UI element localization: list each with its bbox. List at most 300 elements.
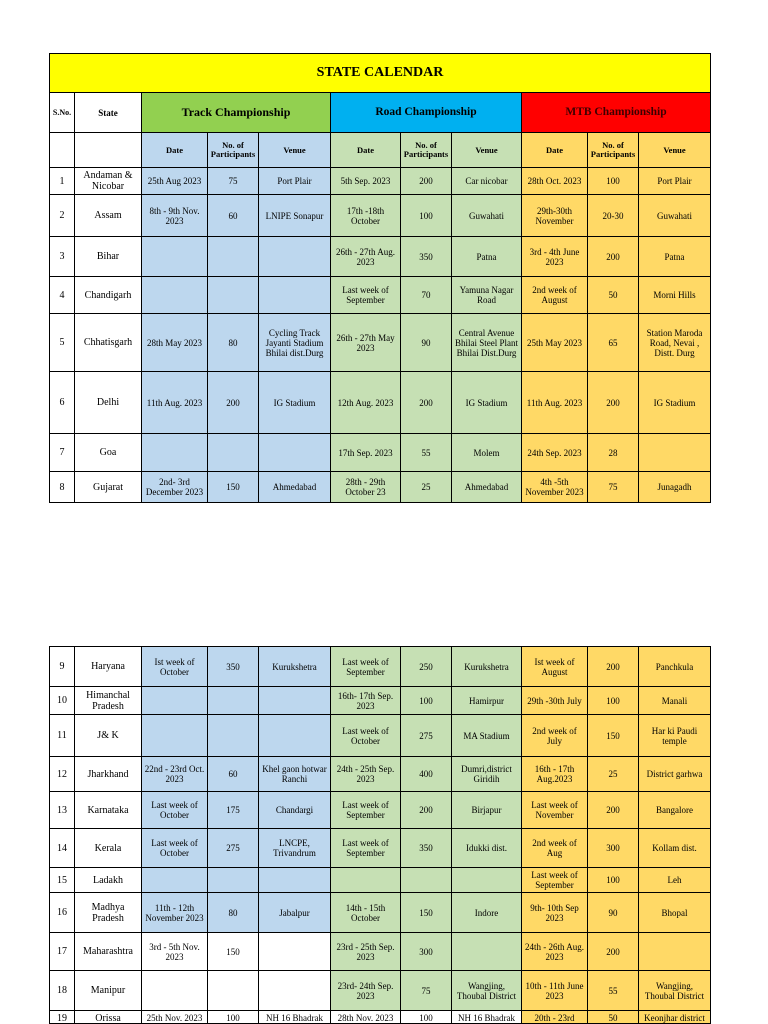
- mtb-participants-text: 200: [606, 805, 620, 815]
- track-date-cell: [142, 1011, 208, 1024]
- mtb-participants-cell: [588, 237, 639, 277]
- road-date-cell: [331, 472, 401, 503]
- road-venue-cell: [452, 829, 522, 868]
- mtb-date-text: 16th - 17th Aug.2023: [534, 764, 575, 784]
- mtb-participants-text: 100: [606, 695, 620, 706]
- state-text: Orissa: [95, 1013, 121, 1023]
- track-date-header: Date: [142, 133, 208, 168]
- road-venue-text: MA Stadium: [463, 730, 510, 741]
- mtb-participants-text: 90: [608, 907, 618, 918]
- sno-text: 8: [59, 481, 65, 493]
- road-participants-cell: [401, 687, 452, 715]
- state-text: Gujarat: [93, 481, 123, 493]
- column-header-row: [50, 133, 711, 168]
- calendar-row: [50, 715, 711, 757]
- track-date-text: Last week of October: [151, 838, 198, 858]
- mtb-venue-cell: [639, 195, 711, 237]
- track-participants-cell: [208, 472, 259, 503]
- calendar-title: STATE CALENDAR: [50, 54, 711, 93]
- state-text: Maharashtra: [83, 946, 133, 957]
- track-date-cell: [142, 277, 208, 314]
- mtb-date-cell: [522, 792, 588, 829]
- mtb-participants-text: 200: [606, 251, 620, 262]
- road-venue-cell: [452, 168, 522, 195]
- road-venue-text: Car nicobar: [465, 176, 508, 186]
- state-header: State: [75, 93, 142, 133]
- state-cell: [75, 893, 142, 933]
- road-participants-cell: [401, 1011, 452, 1024]
- track-date-cell: [142, 829, 208, 868]
- track-date-text: 2nd- 3rd December 2023: [145, 477, 204, 497]
- track-participants-text: 175: [226, 805, 240, 815]
- road-date-cell: [331, 647, 401, 687]
- mtb-participants-cell: [588, 195, 639, 237]
- track-participants-cell: [208, 829, 259, 868]
- calendar-table-part-2: [49, 646, 711, 1024]
- calendar-row: [50, 971, 711, 1011]
- mtb-venue-cell: [639, 1011, 711, 1024]
- track-date-text: 22nd - 23rd Oct. 2023: [144, 764, 205, 784]
- road-venue-text: Wangjing, Thoubal District: [456, 980, 517, 1001]
- road-participants-cell: [401, 277, 452, 314]
- sno-cell: [50, 868, 75, 893]
- mtb-venue-text: Morni Hills: [653, 290, 696, 300]
- road-date-text: 28th - 29th October 23: [345, 477, 386, 497]
- road-venue-cell: [452, 933, 522, 971]
- mtb-participants-cell: [588, 792, 639, 829]
- track-venue-cell: [259, 893, 331, 933]
- road-date-cell: [331, 792, 401, 829]
- mtb-participants-text: 200: [606, 946, 620, 957]
- track-venue-cell: [259, 237, 331, 277]
- road-venue-cell: [452, 715, 522, 757]
- road-date-text: 12th Aug. 2023: [337, 397, 394, 408]
- track-venue-cell: [259, 195, 331, 237]
- road-venue-text: Patna: [476, 251, 497, 262]
- mtb-venue-text: Manali: [661, 695, 688, 706]
- road-participants-text: 300: [419, 946, 433, 957]
- mtb-venue-header: Venue: [639, 133, 711, 168]
- track-date-cell: [142, 893, 208, 933]
- road-date-cell: [331, 237, 401, 277]
- mtb-participants-text: 200: [606, 397, 620, 408]
- state-cell: [75, 1011, 142, 1024]
- track-participants-cell: [208, 971, 259, 1011]
- track-participants-cell: [208, 687, 259, 715]
- mtb-championship-header: MTB Championship: [522, 93, 711, 133]
- calendar-row: [50, 314, 711, 372]
- state-calendar-table: [49, 53, 711, 503]
- track-participants-cell: [208, 868, 259, 893]
- mtb-venue-cell: [639, 868, 711, 893]
- track-participants-text: 275: [226, 843, 240, 853]
- mtb-participants-cell: [588, 757, 639, 792]
- track-date-text: 28th May 2023: [147, 337, 202, 348]
- track-participants-text: 150: [226, 946, 240, 957]
- track-venue-cell: [259, 792, 331, 829]
- road-participants-text: 75: [421, 985, 431, 996]
- mtb-date-cell: [522, 314, 588, 372]
- road-participants-cell: [401, 195, 452, 237]
- sno-cell: [50, 472, 75, 503]
- track-venue-cell: [259, 314, 331, 372]
- mtb-participants-cell: [588, 434, 639, 472]
- sno-cell: [50, 933, 75, 971]
- mtb-participants-header: No. of Participants: [588, 133, 639, 168]
- track-participants-cell: [208, 757, 259, 792]
- calendar-row: [50, 1011, 711, 1024]
- track-participants-cell: [208, 434, 259, 472]
- calendar-row: [50, 434, 711, 472]
- mtb-date-header: Date: [522, 133, 588, 168]
- mtb-venue-cell: [639, 687, 711, 715]
- sno-cell: [50, 715, 75, 757]
- road-venue-text: Hamirpur: [469, 695, 504, 706]
- track-participants-cell: [208, 647, 259, 687]
- calendar-row: [50, 829, 711, 868]
- mtb-venue-cell: [639, 434, 711, 472]
- sno-text: 14: [57, 842, 67, 854]
- track-venue-text: Chandargi: [275, 805, 314, 815]
- track-venue-header: Venue: [259, 133, 331, 168]
- mtb-venue-text: Kollam dist.: [652, 843, 697, 853]
- sno-cell: [50, 792, 75, 829]
- state-cell: [75, 195, 142, 237]
- state-text: Jharkhand: [87, 768, 129, 780]
- road-venue-cell: [452, 971, 522, 1011]
- mtb-date-text: 11th Aug. 2023: [526, 397, 583, 408]
- sno-cell: [50, 757, 75, 792]
- mtb-venue-text: Guwahati: [657, 210, 692, 221]
- track-participants-cell: [208, 195, 259, 237]
- mtb-venue-text: Junagadh: [657, 482, 692, 492]
- road-date-text: 23rd - 25th Sep. 2023: [336, 941, 395, 962]
- road-championship-header: Road Championship: [331, 93, 522, 133]
- mtb-participants-text: 50: [608, 1013, 618, 1023]
- road-venue-cell: [452, 792, 522, 829]
- road-date-text: 28th Nov. 2023: [337, 1013, 394, 1023]
- state-cell: [75, 829, 142, 868]
- track-venue-cell: [259, 472, 331, 503]
- track-date-cell: [142, 372, 208, 434]
- track-date-cell: [142, 434, 208, 472]
- mtb-date-text: 2nd week of Aug: [532, 838, 577, 858]
- state-cell: [75, 314, 142, 372]
- track-date-cell: [142, 868, 208, 893]
- mtb-date-cell: [522, 168, 588, 195]
- sno-text: 15: [57, 874, 67, 886]
- road-venue-cell: [452, 687, 522, 715]
- road-date-header: Date: [331, 133, 401, 168]
- sno-text: 13: [57, 804, 67, 816]
- road-date-text: Last week of September: [342, 656, 389, 677]
- road-date-cell: [331, 434, 401, 472]
- road-venue-cell: [452, 277, 522, 314]
- mtb-venue-text: Bangalore: [656, 805, 693, 815]
- sno-cell: [50, 372, 75, 434]
- road-date-text: 17th -18th October: [346, 205, 385, 226]
- track-date-cell: [142, 933, 208, 971]
- calendar-row: [50, 647, 711, 687]
- sno-cell: [50, 647, 75, 687]
- mtb-participants-text: 200: [606, 661, 620, 672]
- road-participants-text: 25: [421, 482, 431, 492]
- state-text: Haryana: [91, 661, 125, 672]
- road-participants-cell: [401, 893, 452, 933]
- road-participants-text: 200: [419, 805, 433, 815]
- track-participants-text: 60: [228, 769, 238, 779]
- road-date-cell: [331, 933, 401, 971]
- road-date-text: Last week of September: [342, 838, 389, 858]
- table-body: [50, 647, 711, 1024]
- track-date-cell: [142, 314, 208, 372]
- road-venue-cell: [452, 372, 522, 434]
- calendar-row: [50, 868, 711, 893]
- track-participants-cell: [208, 168, 259, 195]
- road-venue-header: Venue: [452, 133, 522, 168]
- mtb-venue-text: Keonjhar district: [644, 1013, 705, 1023]
- track-venue-text: LNIPE Sonapur: [265, 210, 324, 221]
- mtb-date-text: 28th Oct. 2023: [527, 176, 582, 186]
- mtb-venue-cell: [639, 757, 711, 792]
- championship-header-row: [50, 93, 711, 133]
- track-venue-text: NH 16 Bhadrak: [266, 1013, 323, 1023]
- mtb-venue-cell: [639, 829, 711, 868]
- mtb-date-cell: [522, 195, 588, 237]
- track-venue-cell: [259, 434, 331, 472]
- calendar-row: [50, 687, 711, 715]
- mtb-date-cell: [522, 715, 588, 757]
- track-participants-text: 80: [228, 337, 238, 348]
- track-participants-text: 60: [228, 210, 238, 221]
- road-date-text: 17th Sep. 2023: [338, 447, 393, 458]
- mtb-venue-cell: [639, 472, 711, 503]
- mtb-date-text: 2nd week of July: [532, 725, 577, 746]
- mtb-participants-cell: [588, 687, 639, 715]
- track-date-cell: [142, 792, 208, 829]
- road-date-cell: [331, 868, 401, 893]
- mtb-date-text: 29th -30th July: [527, 695, 582, 706]
- road-venue-cell: [452, 434, 522, 472]
- road-participants-text: 100: [419, 210, 433, 221]
- sno-subheader-blank: [50, 133, 75, 168]
- sno-cell: [50, 687, 75, 715]
- state-cell: [75, 715, 142, 757]
- road-date-text: Last week of September: [342, 285, 389, 305]
- road-date-cell: [331, 314, 401, 372]
- road-participants-text: 200: [419, 397, 433, 408]
- sno-cell: [50, 1011, 75, 1024]
- mtb-participants-text: 300: [606, 843, 620, 853]
- track-date-cell: [142, 971, 208, 1011]
- mtb-participants-text: 150: [606, 730, 620, 741]
- mtb-date-text: 9th- 10th Sep 2023: [530, 902, 579, 923]
- sno-text: 9: [59, 661, 65, 672]
- track-date-text: Last week of October: [151, 800, 198, 820]
- road-participants-text: 150: [419, 907, 433, 918]
- sno-cell: [50, 195, 75, 237]
- mtb-venue-cell: [639, 277, 711, 314]
- track-venue-text: IG Stadium: [273, 397, 316, 408]
- calendar-row: [50, 893, 711, 933]
- road-date-cell: [331, 715, 401, 757]
- road-participants-cell: [401, 168, 452, 195]
- state-text: Chandigarh: [84, 289, 132, 301]
- road-venue-cell: [452, 472, 522, 503]
- road-participants-text: 55: [421, 447, 431, 458]
- sno-text: 1: [59, 175, 65, 187]
- mtb-date-cell: [522, 277, 588, 314]
- mtb-date-text: Last week of November: [531, 800, 578, 820]
- mtb-date-cell: [522, 893, 588, 933]
- track-venue-text: Kurukshetra: [272, 661, 317, 672]
- track-participants-cell: [208, 277, 259, 314]
- calendar-row: [50, 168, 711, 195]
- road-participants-text: 250: [419, 661, 433, 672]
- calendar-row: [50, 277, 711, 314]
- road-venue-text: IG Stadium: [465, 397, 508, 408]
- mtb-date-text: 3rd - 4th June 2023: [529, 246, 580, 267]
- track-championship-header: Track Championship: [142, 93, 331, 133]
- track-participants-cell: [208, 1011, 259, 1024]
- mtb-date-text: Last week of September: [531, 870, 578, 890]
- track-venue-cell: [259, 647, 331, 687]
- mtb-participants-cell: [588, 1011, 639, 1024]
- mtb-participants-text: 100: [606, 176, 620, 186]
- mtb-participants-cell: [588, 715, 639, 757]
- road-venue-text: Dumri,district Giridih: [461, 764, 512, 784]
- sno-cell: [50, 434, 75, 472]
- road-venue-cell: [452, 237, 522, 277]
- track-venue-text: Port Plair: [277, 176, 312, 186]
- state-cell: [75, 647, 142, 687]
- track-venue-cell: [259, 372, 331, 434]
- mtb-date-text: 10th - 11th June 2023: [525, 980, 584, 1001]
- state-text: Delhi: [96, 397, 120, 408]
- mtb-venue-text: Station Maroda Road, Nevai , Distt. Durg: [646, 327, 703, 358]
- mtb-date-cell: [522, 868, 588, 893]
- road-venue-text: Yamuna Nagar Road: [459, 285, 514, 305]
- state-text: Madhya Pradesh: [91, 901, 125, 924]
- track-venue-text: LNCPE, Trivandrum: [273, 838, 316, 858]
- road-participants-text: 100: [419, 695, 433, 706]
- road-venue-cell: [452, 647, 522, 687]
- road-date-text: 16th- 17th Sep. 2023: [337, 690, 394, 711]
- sno-cell: [50, 971, 75, 1011]
- road-participants-text: 275: [419, 730, 433, 741]
- mtb-date-cell: [522, 1011, 588, 1024]
- sno-text: 2: [59, 210, 65, 221]
- mtb-date-text: 4th -5th November 2023: [525, 477, 584, 497]
- state-text: Andaman & Nicobar: [83, 170, 133, 192]
- track-date-text: 11th Aug. 2023: [146, 397, 203, 408]
- track-venue-cell: [259, 933, 331, 971]
- mtb-venue-cell: [639, 168, 711, 195]
- track-participants-cell: [208, 314, 259, 372]
- mtb-participants-text: 75: [608, 482, 618, 492]
- sno-text: 4: [59, 289, 65, 301]
- mtb-date-cell: [522, 372, 588, 434]
- mtb-date-text: 29th-30th November: [535, 205, 574, 226]
- track-date-text: 3rd - 5th Nov. 2023: [149, 941, 200, 962]
- state-text: Assam: [94, 210, 122, 221]
- road-venue-text: Kurukshetra: [464, 661, 509, 672]
- track-date-text: Ist week of October: [154, 656, 195, 677]
- road-date-text: 5th Sep. 2023: [340, 176, 391, 186]
- calendar-row: [50, 237, 711, 277]
- track-participants-text: 200: [226, 397, 240, 408]
- sno-text: 5: [59, 337, 65, 348]
- sno-text: 11: [57, 730, 67, 741]
- road-date-text: 14th - 15th October: [345, 902, 386, 923]
- state-cell: [75, 971, 142, 1011]
- road-date-cell: [331, 372, 401, 434]
- track-venue-cell: [259, 1011, 331, 1024]
- road-date-text: Last week of September: [342, 800, 389, 820]
- mtb-participants-text: 55: [608, 985, 618, 996]
- sno-text: 3: [59, 251, 65, 262]
- track-date-text: 25th Aug 2023: [147, 176, 202, 186]
- sno-text: 10: [57, 695, 67, 706]
- state-text: Ladakh: [93, 874, 123, 886]
- mtb-date-cell: [522, 757, 588, 792]
- road-date-text: 24th - 25th Sep. 2023: [336, 764, 395, 784]
- sno-text: 18: [57, 985, 67, 996]
- state-text: Bihar: [96, 251, 120, 262]
- mtb-venue-cell: [639, 647, 711, 687]
- mtb-participants-cell: [588, 893, 639, 933]
- road-date-cell: [331, 168, 401, 195]
- mtb-participants-cell: [588, 472, 639, 503]
- road-date-cell: [331, 757, 401, 792]
- state-cell: [75, 372, 142, 434]
- mtb-date-cell: [522, 472, 588, 503]
- road-participants-cell: [401, 933, 452, 971]
- road-venue-cell: [452, 1011, 522, 1024]
- track-venue-cell: [259, 868, 331, 893]
- mtb-venue-text: Port Plair: [657, 176, 692, 186]
- road-participants-header: No. of Participants: [401, 133, 452, 168]
- mtb-date-cell: [522, 971, 588, 1011]
- road-venue-cell: [452, 868, 522, 893]
- road-participants-text: 200: [419, 176, 433, 186]
- road-date-text: Last week of October: [342, 725, 389, 746]
- road-venue-text: Idukki dist.: [465, 843, 507, 853]
- table-body: [50, 168, 711, 503]
- mtb-venue-text: Har ki Paudi temple: [651, 725, 698, 746]
- track-venue-cell: [259, 277, 331, 314]
- track-participants-header: No. of Participants: [208, 133, 259, 168]
- mtb-date-cell: [522, 829, 588, 868]
- mtb-participants-text: 28: [608, 447, 618, 458]
- mtb-venue-cell: [639, 893, 711, 933]
- state-cell: [75, 933, 142, 971]
- sno-text: 16: [57, 907, 67, 918]
- sno-cell: [50, 277, 75, 314]
- road-date-text: 23rd- 24th Sep. 2023: [337, 980, 394, 1001]
- state-cell: [75, 792, 142, 829]
- track-participants-text: 80: [228, 907, 238, 918]
- mtb-venue-text: Bhopal: [661, 907, 688, 918]
- road-participants-cell: [401, 472, 452, 503]
- road-participants-cell: [401, 715, 452, 757]
- state-cell: [75, 277, 142, 314]
- mtb-participants-cell: [588, 829, 639, 868]
- track-venue-text: Jabalpur: [279, 907, 310, 918]
- road-participants-cell: [401, 237, 452, 277]
- road-venue-cell: [452, 893, 522, 933]
- sno-text: 7: [59, 447, 65, 458]
